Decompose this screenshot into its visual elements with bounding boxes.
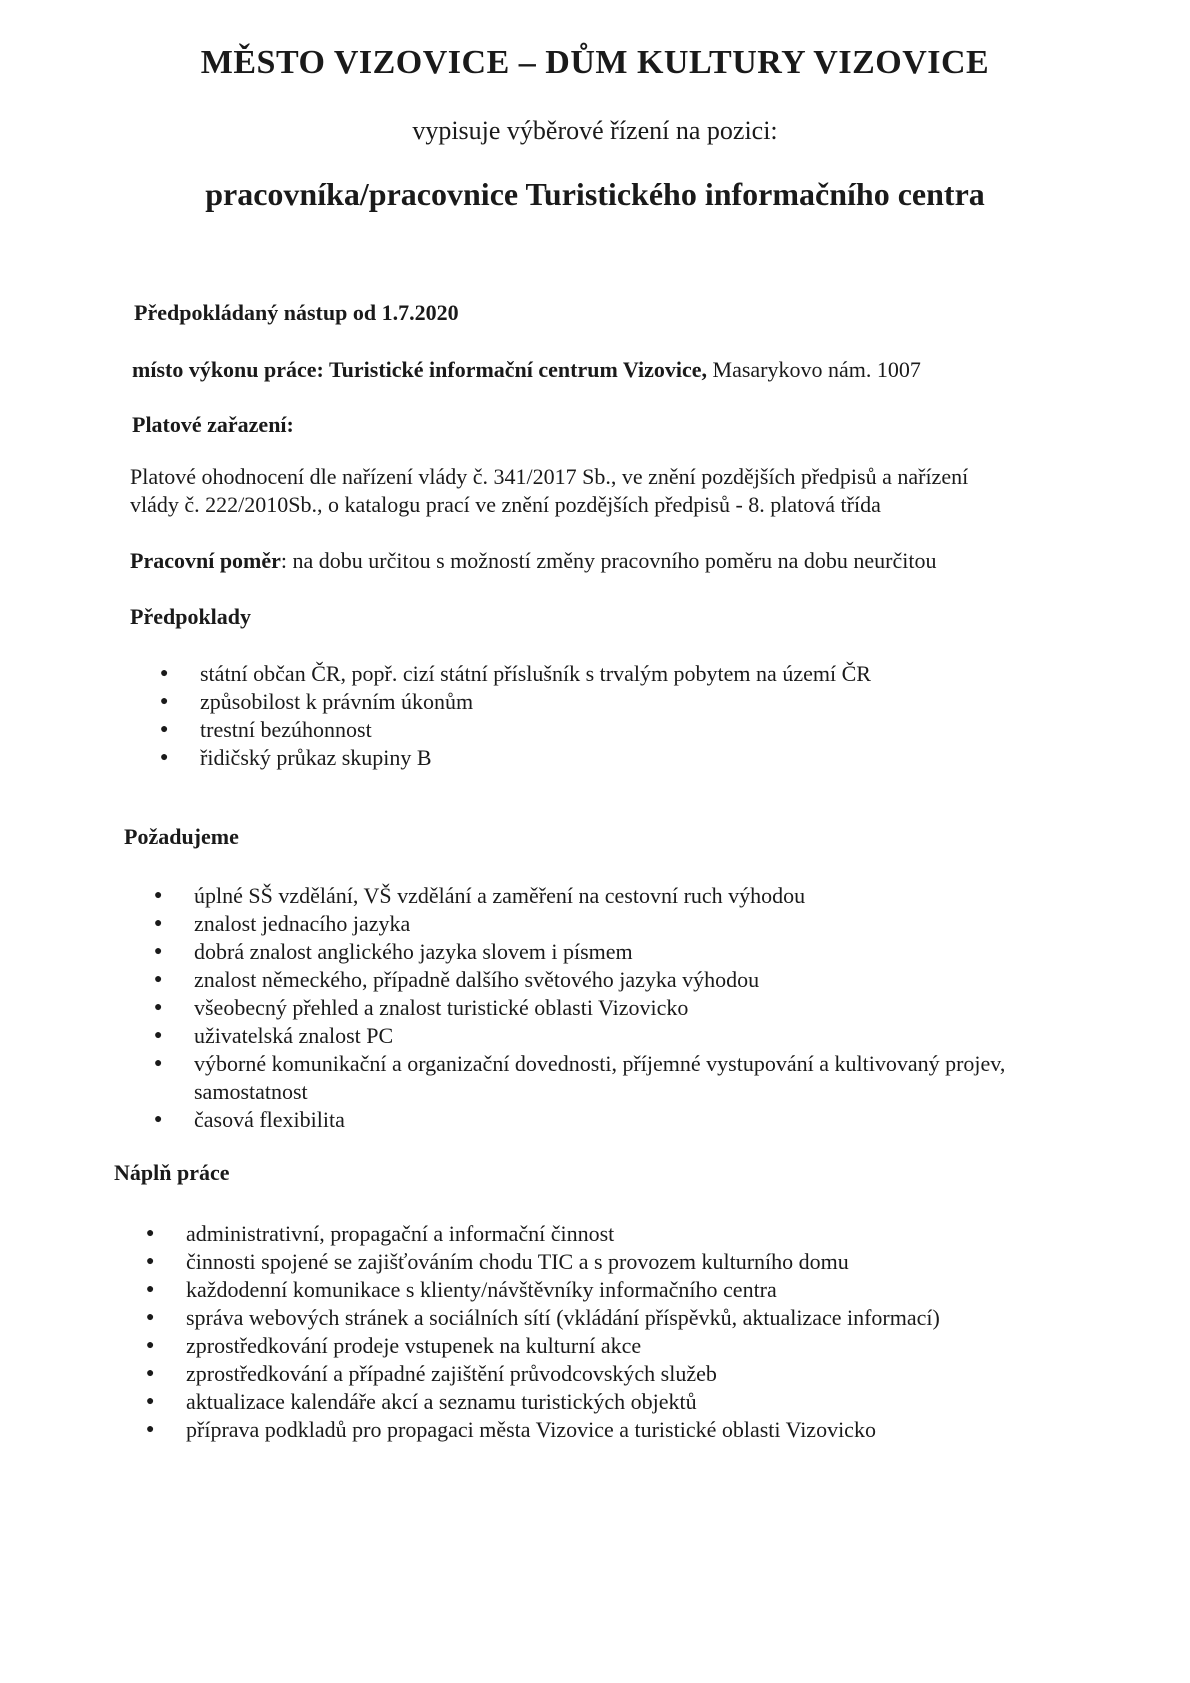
position-title: pracovníka/pracovnice Turistického informačního centra — [205, 176, 985, 212]
list-item: ● zprostředkování prodeje vstupenek na kulturní akce — [146, 1333, 642, 1358]
list-item: ● trestní bezúhonnost — [160, 717, 372, 742]
bullet-icon: ● — [146, 1366, 155, 1381]
bullet-icon: ● — [146, 1394, 155, 1409]
bullet-icon: ● — [146, 1226, 155, 1241]
bullet-icon: ● — [154, 916, 163, 931]
list-item: ● úplné SŠ vzdělání, VŠ vzdělání a zaměření na cestovní ruch výhodou — [154, 883, 806, 908]
job-description-heading: Náplň práce — [114, 1160, 230, 1185]
bullet-icon: ● — [160, 666, 169, 681]
list-item: ● aktualizace kalendáře akcí a seznamu turistických objektů — [146, 1389, 697, 1414]
list-item: ● všeobecný přehled a znalost turistické oblasti Vizovicko — [154, 995, 689, 1020]
list-item: ● administrativní, propagační a informační činnost — [146, 1221, 615, 1246]
bullet-icon: ● — [160, 722, 169, 737]
list-item: ● zprostředkování a případné zajištění průvodcovských služeb — [146, 1361, 717, 1386]
requirements-heading: Předpoklady — [130, 604, 252, 629]
employment-label: Pracovní poměr — [130, 548, 281, 573]
bullet-icon: ● — [146, 1422, 155, 1437]
list-item-continuation: samostatnost — [194, 1079, 308, 1104]
bullet-icon: ● — [146, 1338, 155, 1353]
salary-line-2: vlády č. 222/2010Sb., o katalogu prací ve znění pozdějších předpisů - 8. platová třída — [130, 492, 881, 517]
bullet-icon: ● — [146, 1254, 155, 1269]
list-item: ● státní občan ČR, popř. cizí státní příslušník s trvalým pobytem na území ČR — [160, 661, 871, 686]
bullet-icon: ● — [154, 888, 163, 903]
bullet-icon: ● — [160, 750, 169, 765]
bullet-icon: ● — [154, 1112, 163, 1127]
page-subtitle: vypisuje výběrové řízení na pozici: — [412, 116, 778, 145]
we-require-heading: Požadujeme — [124, 824, 239, 849]
list-item: ● způsobilost k právním úkonům — [160, 689, 474, 714]
list-item: ● příprava podkladů pro propagaci města Vizovice a turistické oblasti Vizovicko — [146, 1417, 876, 1442]
salary-heading: Platové zařazení: — [132, 412, 294, 437]
list-item: ● uživatelská znalost PC — [154, 1023, 394, 1048]
list-item: ● dobrá znalost anglického jazyka slovem i písmem — [154, 939, 633, 964]
list-item: ● znalost jednacího jazyka — [154, 911, 411, 936]
job-description-list — [146, 1220, 940, 1444]
bullet-icon: ● — [160, 694, 169, 709]
requirements-list — [160, 660, 871, 772]
list-item: ● časová flexibilita — [154, 1107, 345, 1132]
workplace-label: místo výkonu práce: Turistické informační centrum Vizovice, — [132, 357, 708, 382]
page-title: MĚSTO VIZOVICE – DŮM KULTURY VIZOVICE — [200, 44, 990, 81]
bullet-icon: ● — [154, 1028, 163, 1043]
bullet-icon: ● — [146, 1282, 155, 1297]
list-item: ● znalost německého, případně dalšího světového jazyka výhodou — [154, 967, 760, 992]
bullet-icon: ● — [154, 972, 163, 987]
list-item: ● každodenní komunikace s klienty/návštěvníky informačního centra — [146, 1277, 777, 1302]
employment-value: : na dobu určitou s možností změny pracovního poměru na dobu neurčitou — [280, 548, 937, 573]
salary-line-1: Platové ohodnocení dle nařízení vlády č. 341/2017 Sb., ve znění pozdějších předpisů a nařízení — [130, 464, 969, 489]
list-item: ● řidičský průkaz skupiny B — [160, 745, 432, 770]
bullet-icon: ● — [146, 1310, 155, 1325]
start-date: Předpokládaný nástup od 1.7.2020 — [134, 300, 459, 325]
list-item: ● činnosti spojené se zajišťováním chodu TIC a s provozem kulturního domu — [146, 1249, 849, 1274]
list-item: ● výborné komunikační a organizační dovednosti, příjemné vystupování a kultivovaný projev, samostatnost — [154, 1051, 1006, 1104]
bullet-icon: ● — [154, 1056, 163, 1071]
employment-line — [130, 548, 936, 574]
bullet-icon: ● — [154, 944, 163, 959]
bullet-icon: ● — [154, 1000, 163, 1015]
workplace-line — [132, 357, 921, 383]
list-item: ● správa webových stránek a sociálních sítí (vkládání příspěvků, aktualizace informací) — [146, 1305, 940, 1330]
we-require-list — [154, 882, 1005, 1134]
workplace-address: Masarykovo nám. 1007 — [707, 357, 921, 382]
